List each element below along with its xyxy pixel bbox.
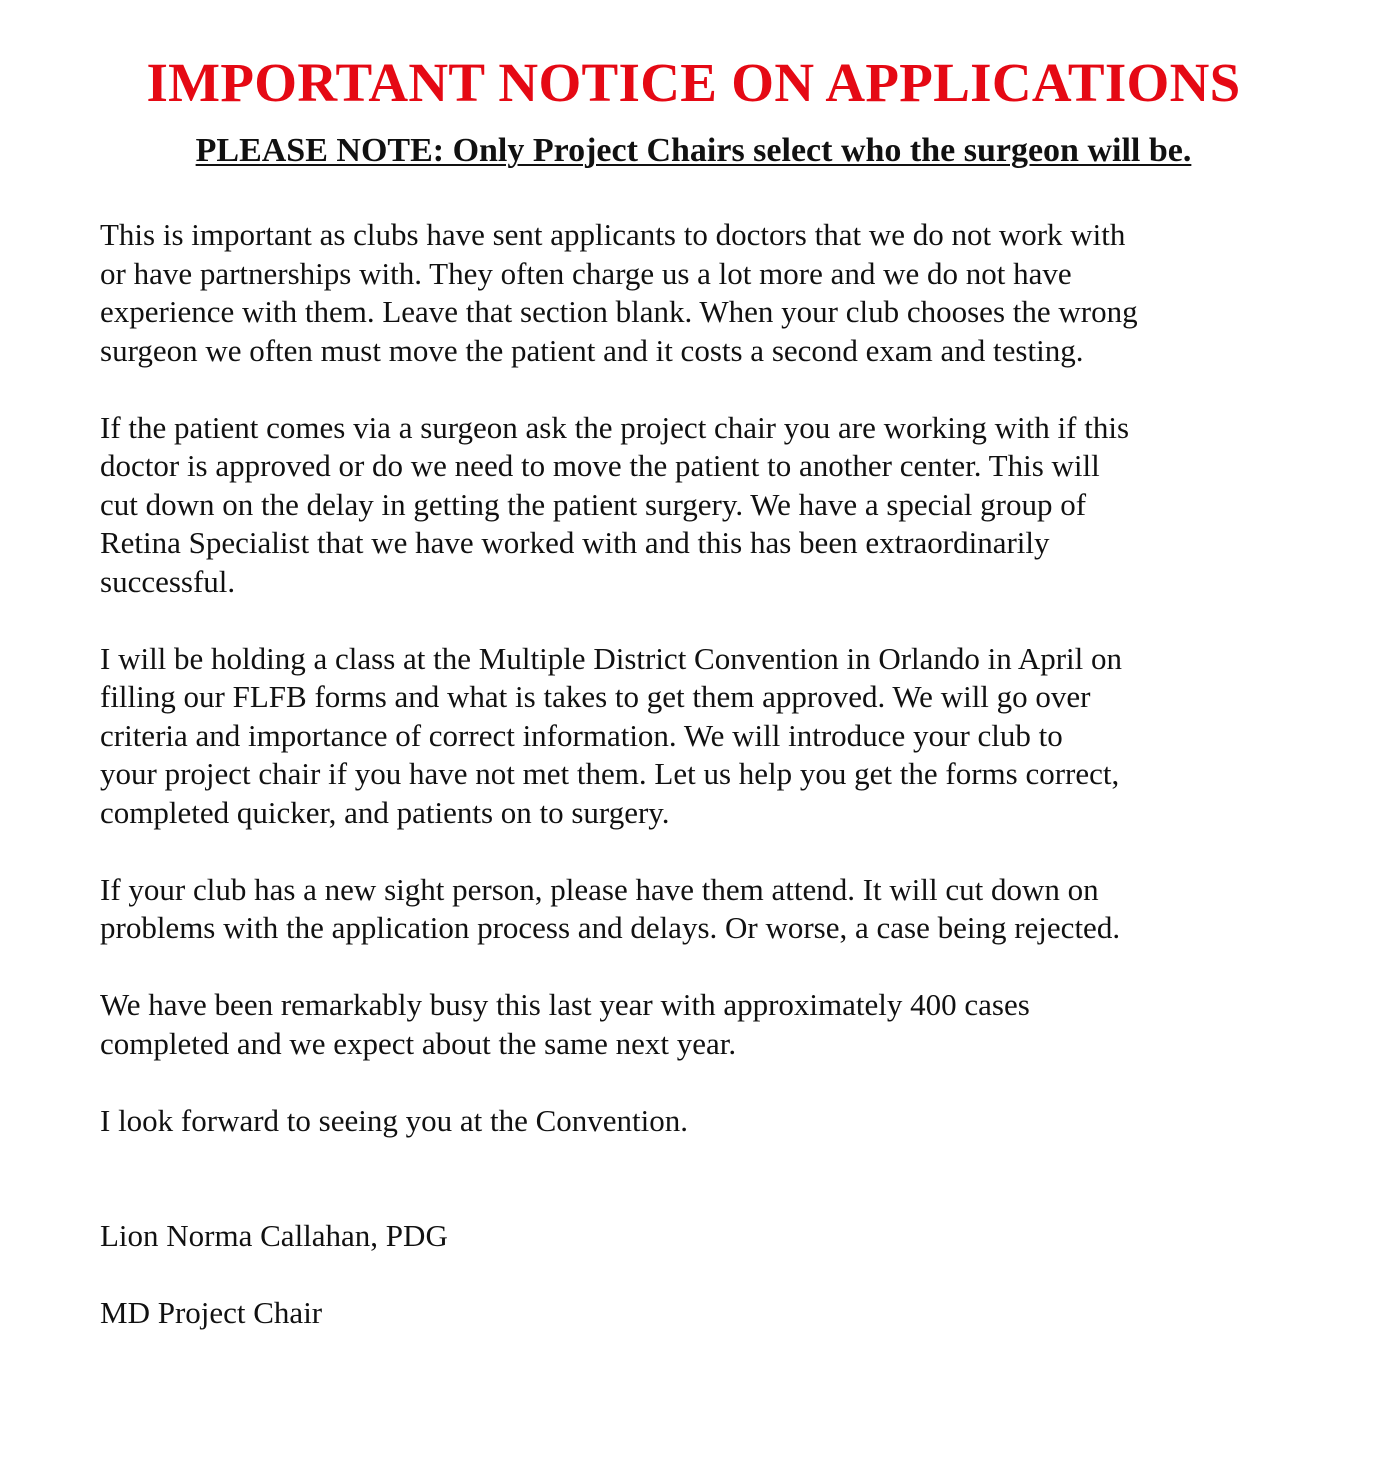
paragraph-class-announcement: I will be holding a class at the Multiple District Convention in Orlando in April on filling our FLFB forms and what is takes to get them approved. We will go over criteria and importance of correct information. We will introduce your club to your project chair if you have not met them. Let us help you get the forms correct, completed quicker, and patients on to surgery.	[100, 640, 1123, 830]
signature-block	[100, 1179, 1295, 1372]
notice-body	[100, 216, 1295, 1371]
page-title: IMPORTANT NOTICE ON APPLICATIONS	[146, 52, 1241, 113]
paragraph-sight-person: If your club has a new sight person, please have them attend. It will cut down on problems with the application process and delays. Or worse, a case being rejected.	[100, 871, 1121, 945]
paragraph-case-volume: We have been remarkably busy this last year with approximately 400 cases completed and we expect about the same next year.	[100, 987, 1030, 1061]
signature-name: Lion Norma Callahan, PDG	[100, 1218, 448, 1253]
signature-role: MD Project Chair	[100, 1295, 323, 1330]
paragraph-surgeon-approval: If the patient comes via a surgeon ask the project chair you are working with if this doctor is approved or do we need to move the patient to another center. This will cut down on the delay in getting the patient surgery. We have a special group of Retina Specialist that we have worked with and this has been extraordinarily successful.	[100, 409, 1130, 599]
page-subtitle	[0, 130, 1387, 172]
paragraph-closing: I look forward to seeing you at the Convention.	[100, 1102, 689, 1138]
paragraph-surgeon-selection: This is important as clubs have sent applicants to doctors that we do not work with or have partnerships with. They often charge us a lot more and we do not have experience with them. Leave that section blank. When your club chooses the wrong surgeon we often must move the patient and it costs a second exam and testing.	[100, 217, 1138, 368]
subtitle-text: PLEASE NOTE: Only Project Chairs select who the surgeon will be.	[195, 132, 1192, 169]
